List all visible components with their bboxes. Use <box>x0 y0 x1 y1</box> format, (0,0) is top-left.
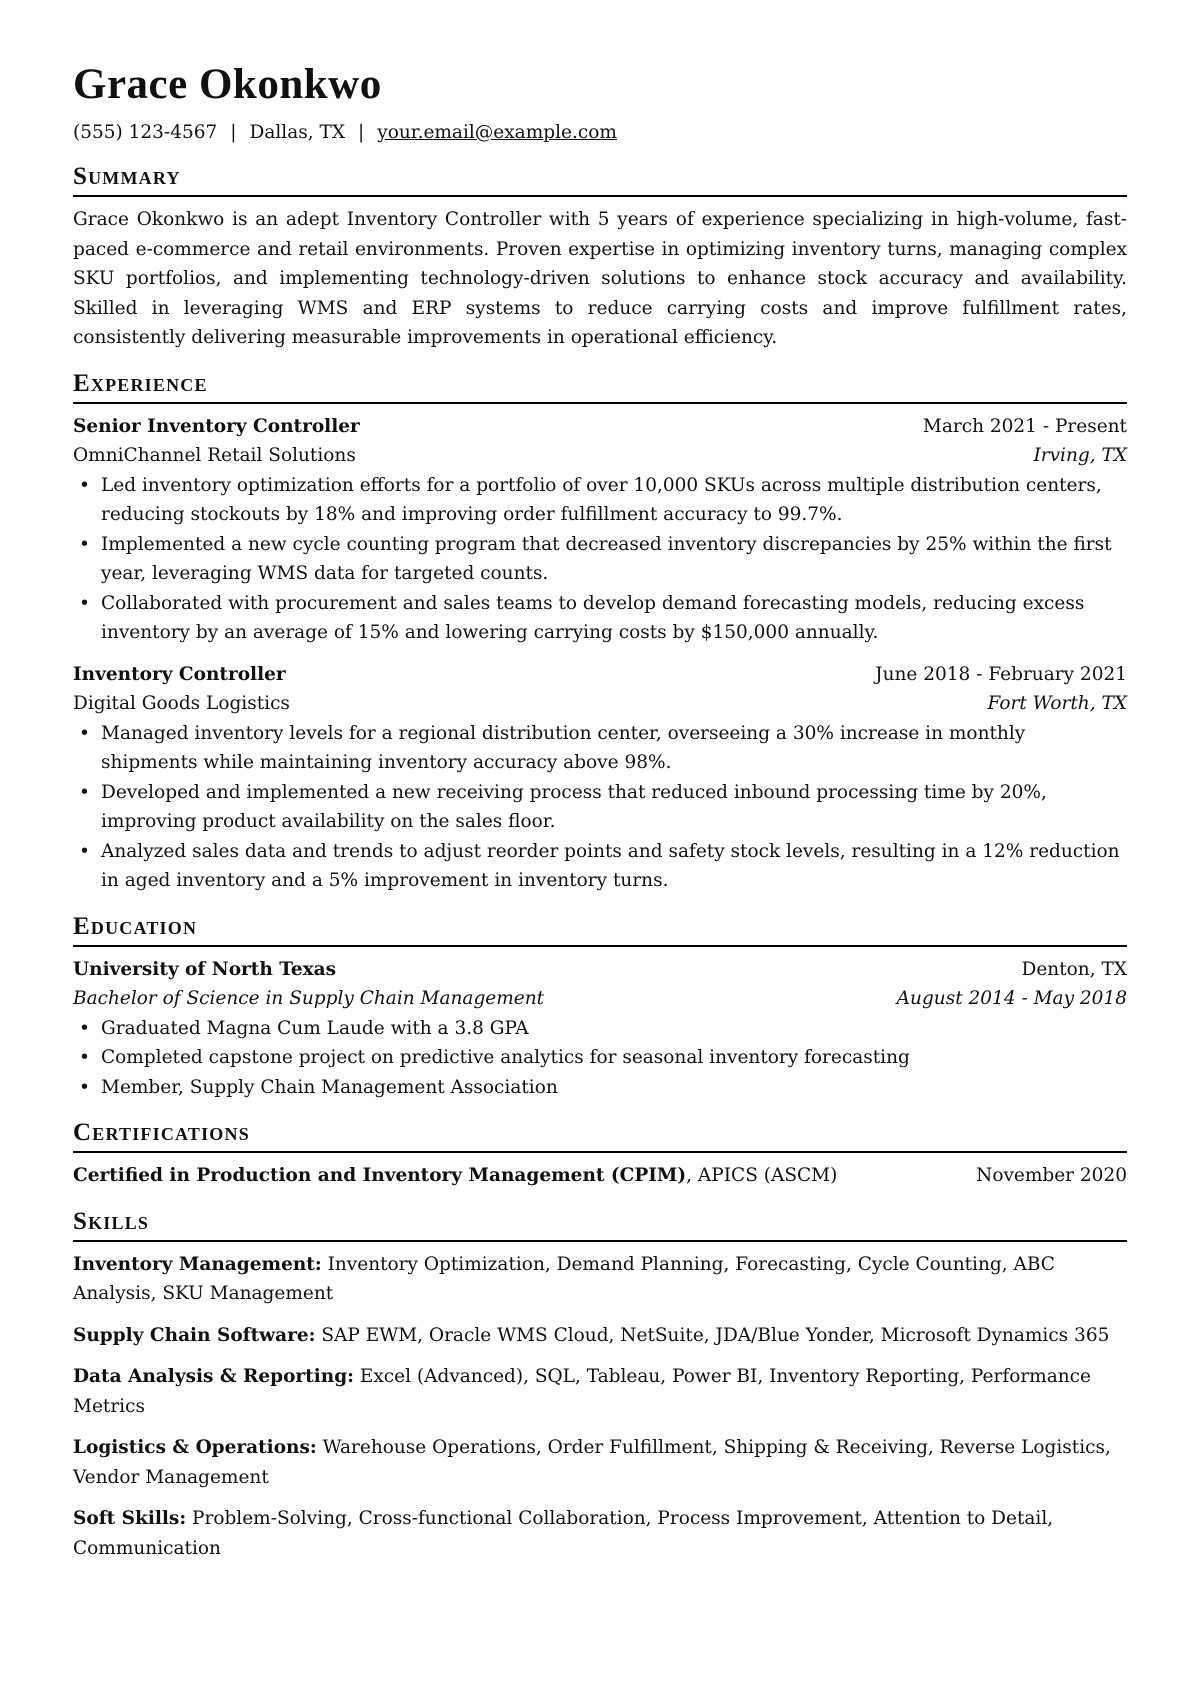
list-item <box>73 1073 1127 1103</box>
bullet-text: Graduated Magna Cum Laude with a 3.8 GPA <box>101 1017 529 1039</box>
skill-value: Warehouse Operations, Order Fulfillment, Shipping & Receiving, Reverse Logistics, Vendor Management <box>73 1437 1111 1488</box>
degree-row <box>73 984 1127 1014</box>
contact-line <box>73 120 1127 146</box>
bullet-text: Analyzed sales data and trends to adjust reorder points and safety stock levels, resulting in a 12% reduction in aged inventory and a 5% improvement in inventory turns. <box>101 840 1120 891</box>
section-title-certifications: Certifications <box>73 1118 1127 1153</box>
bullet-icon: • <box>79 1047 90 1068</box>
skill-item <box>73 1362 1127 1421</box>
job-title: Inventory Controller <box>73 663 286 685</box>
bullet-icon: • <box>79 722 90 744</box>
list-item <box>73 719 1127 778</box>
certification-row <box>73 1161 1127 1191</box>
education-bullet-list <box>73 1014 1127 1103</box>
skill-label: Inventory Management: <box>73 1253 322 1275</box>
job-company-row <box>73 689 1127 719</box>
education-dates: August 2014 - May 2018 <box>896 988 1127 1009</box>
bullet-text: Member, Supply Chain Management Association <box>101 1076 558 1098</box>
summary-text: Grace Okonkwo is an adept Inventory Controller with 5 years of experience specializing in high-volume, fast-paced e-commerce and retail environments. Proven expertise in optimizing inventory turns, managing complex SKU portfolios, and implementing technology-driven solutions to enhance stock accuracy and availability. Skilled in leveraging WMS and ERP systems to reduce carrying costs and improve fulfillment rates, consistently delivering measurable improvements in operational efficiency. <box>73 209 1127 348</box>
job-dates: March 2021 - Present <box>922 415 1127 437</box>
phone-number: (555) 123-4567 <box>73 122 218 143</box>
contact-separator: | <box>358 122 365 143</box>
bullet-text: Implemented a new cycle counting program that decreased inventory discrepancies by 25% within the first year, leveraging WMS data for targeted counts. <box>101 533 1112 584</box>
skill-item <box>73 1250 1127 1309</box>
bullet-icon: • <box>79 592 90 614</box>
bullet-icon: • <box>79 1017 90 1039</box>
bullet-icon: • <box>79 1076 90 1098</box>
list-item <box>73 530 1127 589</box>
degree-name: Bachelor of Science in Supply Chain Management <box>73 988 545 1009</box>
job-company-row <box>73 441 1127 471</box>
section-title-skills: Skills <box>73 1207 1127 1242</box>
bullet-text: Managed inventory levels for a regional distribution center, overseeing a 30% increase in monthly shipments while maintaining inventory accuracy above 98%. <box>101 722 1026 773</box>
skill-value: Excel (Advanced), SQL, Tableau, Power BI, Inventory Reporting, Performance Metrics <box>73 1366 1091 1417</box>
skill-label: Supply Chain Software: <box>73 1324 316 1346</box>
bullet-icon: • <box>79 533 90 555</box>
section-title-education: Education <box>73 912 1127 947</box>
skill-value: SAP EWM, Oracle WMS Cloud, NetSuite, JDA/Blue Yonder, Microsoft Dynamics 365 <box>315 1324 1110 1346</box>
bullet-icon: • <box>79 781 90 803</box>
job-location: Fort Worth, TX <box>987 693 1127 714</box>
certification-entry <box>73 1161 837 1191</box>
candidate-name: Grace Okonkwo <box>73 61 382 108</box>
resume-content <box>73 58 1127 1575</box>
school-name: University of North Texas <box>73 958 337 980</box>
bullet-text: Led inventory optimization efforts for a portfolio of over 10,000 SKUs across multiple distribution centers, reducing stockouts by 18% and improving order fulfillment accuracy to 99.7%. <box>101 474 1102 525</box>
list-item <box>73 837 1127 896</box>
job-location: Irving, TX <box>1033 445 1127 466</box>
location: Dallas, TX <box>249 122 346 143</box>
bullet-text: Collaborated with procurement and sales teams to develop demand forecasting models, reducing excess inventory by an average of 15% and lowering carrying costs by $150,000 annually. <box>101 592 1085 643</box>
skill-label: Data Analysis & Reporting: <box>73 1366 354 1387</box>
list-item <box>73 1014 1127 1044</box>
certification-issuer: , APICS (ASCM) <box>686 1165 838 1186</box>
school-location: Denton, TX <box>1021 958 1127 980</box>
list-item <box>73 1043 1127 1073</box>
skill-item <box>73 1321 1127 1351</box>
job-title: Senior Inventory Controller <box>73 415 360 437</box>
skill-value: Problem-Solving, Cross-functional Collaboration, Process Improvement, Attention to Detail, Communication <box>73 1508 1054 1559</box>
section-title-summary: Summary <box>73 162 1127 197</box>
job-bullet-list <box>73 471 1127 648</box>
experience-entry <box>73 660 1127 896</box>
bullet-text: Developed and implemented a new receiving process that reduced inbound processing time by 20%, improving product availability on the sales floor. <box>101 781 1047 832</box>
job-dates: June 2018 - February 2021 <box>875 663 1127 685</box>
experience-entry <box>73 412 1127 648</box>
skill-item <box>73 1433 1127 1492</box>
list-item <box>73 589 1127 648</box>
skill-label: Logistics & Operations: <box>73 1437 317 1458</box>
list-item <box>73 471 1127 530</box>
contact-separator: | <box>230 122 237 143</box>
job-bullet-list <box>73 719 1127 896</box>
bullet-icon: • <box>79 474 90 496</box>
list-item <box>73 778 1127 837</box>
skill-label: Soft Skills: <box>73 1508 187 1529</box>
certification-date: November 2020 <box>976 1165 1127 1186</box>
education-header-row <box>73 955 1127 985</box>
job-header-row <box>73 660 1127 690</box>
company-name: Digital Goods Logistics <box>73 693 290 714</box>
section-title-experience: Experience <box>73 369 1127 404</box>
certification-name: Certified in Production and Inventory Management (CPIM) <box>73 1165 687 1186</box>
skill-item <box>73 1504 1127 1563</box>
skill-value: Inventory Optimization, Demand Planning, Forecasting, Cycle Counting, ABC Analysis, SKU Management <box>73 1253 1055 1304</box>
bullet-text: Completed capstone project on predictive analytics for seasonal inventory forecasting <box>101 1047 910 1068</box>
company-name: OmniChannel Retail Solutions <box>73 445 356 466</box>
job-header-row <box>73 412 1127 442</box>
email-link[interactable]: your.email@example.com <box>377 122 617 143</box>
bullet-icon: • <box>79 840 90 862</box>
